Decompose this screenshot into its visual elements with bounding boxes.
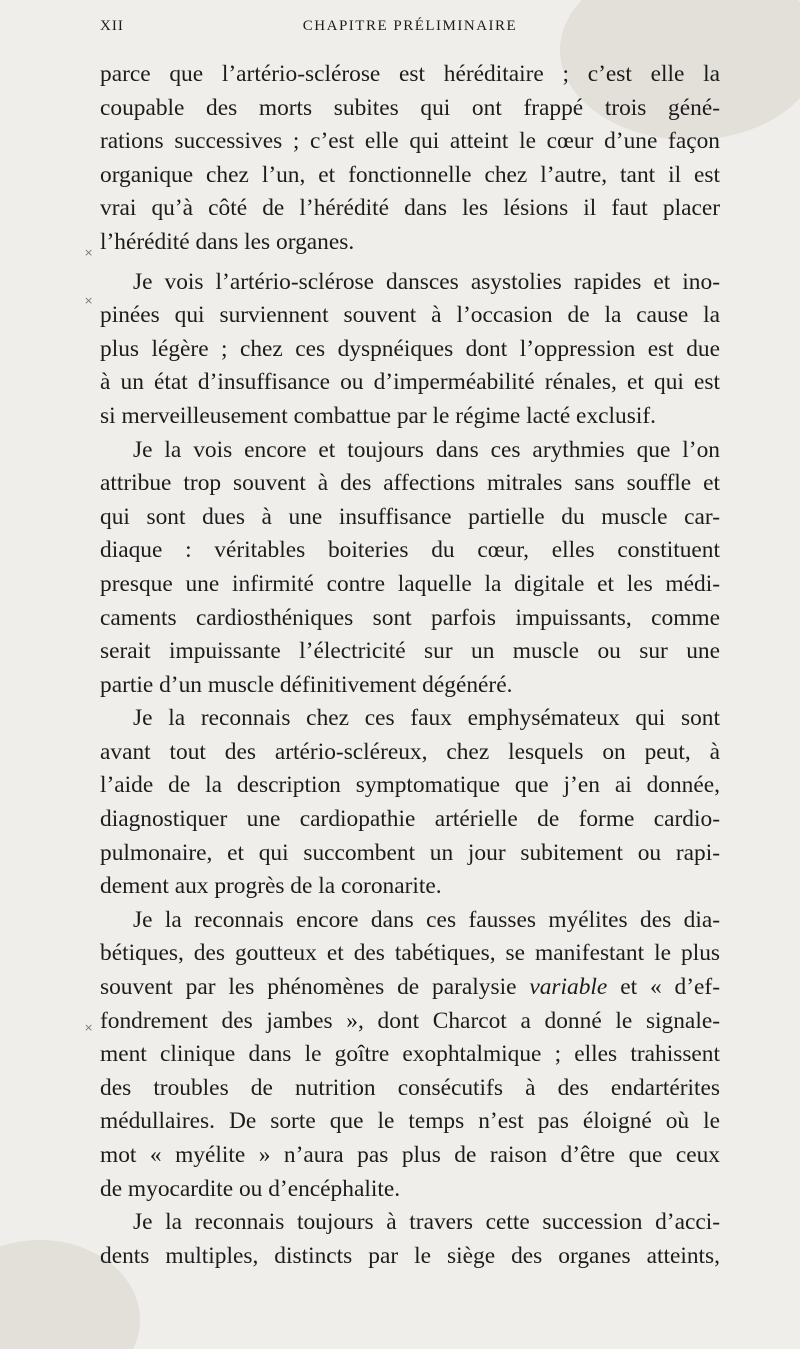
text-line: dents multiples, distincts par le siège des organes atteints,	[100, 1242, 720, 1269]
text-line: fondrement des jambes », dont Charcot a donné le signale-	[100, 1007, 720, 1034]
text-line-with-italic	[100, 971, 720, 1005]
text-line: organique chez l’un, et fonctionnelle chez l’autre, tant il est	[100, 161, 720, 188]
running-head	[100, 18, 720, 42]
text-line: parce que l’artério-sclérose est héréditaire ; c’est elle la	[100, 61, 720, 87]
text-line: Je la reconnais encore dans ces fausses myélites des dia-	[133, 906, 720, 933]
text-line: diaque : véritables boiteries du cœur, elles constituent	[100, 537, 720, 564]
text-line: Je vois l’artério-sclérose dansces asystolies rapides et ino-	[133, 268, 720, 295]
text-line: à un état d’insuffisance ou d’imperméabilité rénales, et qui est	[100, 369, 720, 396]
text-line: Je la reconnais chez ces faux emphysémateux qui sont	[133, 705, 720, 732]
text-line: vrai qu’à côté de l’hérédité dans les lésions il faut placer	[100, 195, 720, 222]
body-text	[100, 58, 720, 1273]
text-line: pulmonaire, et qui succombent un jour subitement ou rapi-	[100, 839, 720, 866]
margin-mark: ×	[84, 1021, 94, 1034]
italic-word: variable	[529, 974, 608, 1001]
margin-mark: ×	[84, 246, 94, 259]
text-line: attribue trop souvent à des affections mitrales sans souffle et	[100, 470, 720, 497]
text-line: dement aux progrès de la coronarite.	[100, 873, 442, 900]
text-line: caments cardiosthéniques sont parfois impuissants, comme	[100, 604, 720, 631]
text-line: presque une infirmité contre laquelle la digitale et les médi-	[100, 570, 720, 597]
text-line: partie d’un muscle définitivement dégénéré.	[100, 671, 513, 698]
text-line: plus légère ; chez ces dyspnéiques dont l’oppression est due	[100, 335, 720, 362]
text-line: avant tout des artério-scléreux, chez lesquels on peut, à	[100, 738, 720, 765]
text-segment: et « d’ef-	[620, 974, 720, 1001]
text-line: ment clinique dans le goître exophtalmique ; elles trahissent	[100, 1041, 720, 1068]
text-line: mot « myélite » n’aura pas plus de raison d’être que ceux	[100, 1142, 720, 1168]
text-line: l’aide de la description symptomatique que j’en ai donnée,	[100, 772, 720, 799]
text-line: qui sont dues à une insuffisance partielle du muscle car-	[100, 503, 720, 530]
text-line: si merveilleusement combattue par le régime lacté exclusif.	[100, 402, 656, 429]
text-line: de myocardite ou d’encéphalite.	[100, 1175, 401, 1202]
text-line: des troubles de nutrition consécutifs à des endartérites	[100, 1074, 720, 1101]
page-number: XII	[100, 18, 124, 34]
text-line: pinées qui surviennent souvent à l’occasion de la cause la	[100, 302, 720, 329]
text-segment: souvent par les phénomènes de paralysie	[100, 974, 517, 1001]
text-line: rations successives ; c’est elle qui atteint le cœur d’une façon	[100, 128, 720, 155]
text-line: bétiques, des goutteux et des tabétiques, se manifestant le plus	[100, 940, 720, 967]
margin-mark: ×	[84, 294, 94, 307]
text-line: coupable des morts subites qui ont frappé trois géné-	[100, 94, 720, 121]
text-line: l’hérédité dans les organes.	[100, 228, 355, 255]
text-line: Je la vois encore et toujours dans ces arythmies que l’on	[133, 436, 720, 463]
text-line: Je la reconnais toujours à travers cette succession d’acci-	[133, 1209, 720, 1236]
chapter-title: CHAPITRE PRÉLIMINAIRE	[302, 18, 518, 34]
text-line: serait impuissante l’électricité sur un muscle ou sur une	[100, 638, 720, 665]
text-line: diagnostiquer une cardiopathie artérielle de forme cardio-	[100, 806, 720, 833]
text-line: médullaires. De sorte que le temps n’est pas éloigné où le	[100, 1108, 720, 1135]
